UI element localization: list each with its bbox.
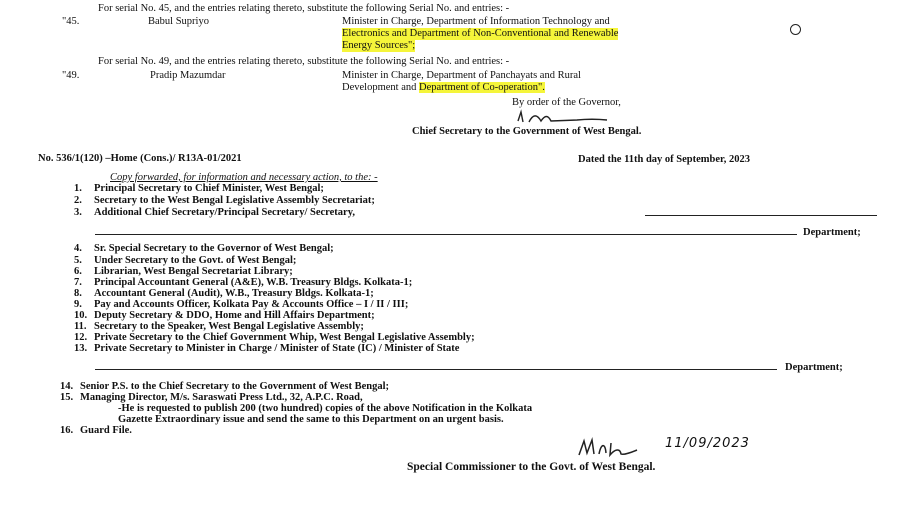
pen-circle-mark: [790, 24, 801, 35]
department-label: Department;: [803, 227, 861, 238]
serial-45-line-1: Minister in Charge, Department of Information Technology and: [342, 16, 610, 27]
copy-forwarded-line: Copy forwarded, for information and necessary action, to the: -: [110, 172, 378, 183]
recipient-item: 3. Additional Chief Secretary/Principal Secretary/ Secretary,: [74, 207, 355, 218]
intro-serial-45: For serial No. 45, and the entries relating thereto, substitute the following Serial No. and entries: -: [98, 3, 510, 14]
blank-line: [95, 369, 777, 370]
item-15-continuation-2: Gazette Extraordinary issue and send the same to this Department on an urgent basis.: [118, 414, 504, 425]
recipient-item: 4. Sr. Special Secretary to the Governor of West Bengal;: [74, 243, 334, 254]
recipient-item: 15. Managing Director, M/s. Saraswati Press Ltd., 32, A.P.C. Road,: [60, 392, 363, 403]
serial-49-line-2-a: Development and: [342, 82, 419, 93]
serial-49-line-2: [342, 82, 545, 94]
recipient-item: 2. Secretary to the West Bengal Legislative Assembly Secretariat;: [74, 195, 375, 206]
recipient-item: 1. Principal Secretary to Chief Minister, West Bengal;: [74, 183, 324, 194]
recipient-item: 9. Pay and Accounts Officer, Kolkata Pay & Accounts Office – I / II / III;: [74, 299, 409, 310]
recipient-item: 12. Private Secretary to the Chief Government Whip, West Bengal Legislative Assembly;: [74, 332, 475, 343]
department-label: Department;: [785, 362, 843, 373]
recipient-item: 11. Secretary to the Speaker, West Bengal Legislative Assembly;: [74, 321, 364, 332]
memo-number: No. 536/1(120) –Home (Cons.)/ R13A-01/2021: [38, 153, 242, 164]
chief-secretary-title: Chief Secretary to the Government of West Bengal.: [412, 126, 642, 137]
serial-49-line-2-b: Department of Co-operation".: [418, 82, 545, 93]
recipient-item: 5. Under Secretary to the Govt. of West Bengal;: [74, 255, 297, 266]
serial-45-line-2: Electronics and Department of Non-Conventional and Renewable: [342, 28, 619, 39]
recipient-item: 6. Librarian, West Bengal Secretariat Library;: [74, 266, 293, 277]
chief-secretary-signature: [515, 108, 610, 128]
serial-45-line-3: Energy Sources";: [342, 40, 416, 51]
by-order-of-governor: By order of the Governor,: [512, 97, 621, 108]
serial-49-number: "49.: [62, 70, 80, 81]
recipient-item: 10. Deputy Secretary & DDO, Home and Hill Affairs Department;: [74, 310, 375, 321]
recipient-item: 7. Principal Accountant General (A&E), W.B. Treasury Bldgs. Kolkata-1;: [74, 277, 413, 288]
special-commissioner-title: Special Commissioner to the Govt. of West Bengal.: [407, 461, 656, 473]
item-15-continuation-1: -He is requested to publish 200 (two hundred) copies of the above Notification in the Kolkata: [118, 403, 533, 414]
serial-49-name: Pradip Mazumdar: [150, 70, 226, 81]
blank-line: [645, 215, 877, 216]
serial-45-name: Babul Supriyo: [148, 16, 209, 27]
recipient-item: 14. Senior P.S. to the Chief Secretary to the Government of West Bengal;: [60, 381, 390, 392]
serial-49-line-1: Minister in Charge, Department of Panchayats and Rural: [342, 70, 581, 81]
serial-45-number: "45.: [62, 16, 80, 27]
handwritten-date: 11/09/2023: [665, 436, 750, 451]
special-commissioner-signature: [575, 435, 670, 461]
recipient-item: 8. Accountant General (Audit), W.B., Treasury Bldgs. Kolkata-1;: [74, 288, 374, 299]
memo-date: Dated the 11th day of September, 2023: [578, 154, 750, 165]
recipient-item: 13. Private Secretary to Minister in Charge / Minister of State (IC) / Minister of State: [74, 343, 460, 354]
intro-serial-49: For serial No. 49, and the entries relating thereto, substitute the following Serial No. and entries: -: [98, 56, 510, 67]
recipient-item: 16. Guard File.: [60, 425, 132, 436]
blank-line: [95, 234, 797, 235]
